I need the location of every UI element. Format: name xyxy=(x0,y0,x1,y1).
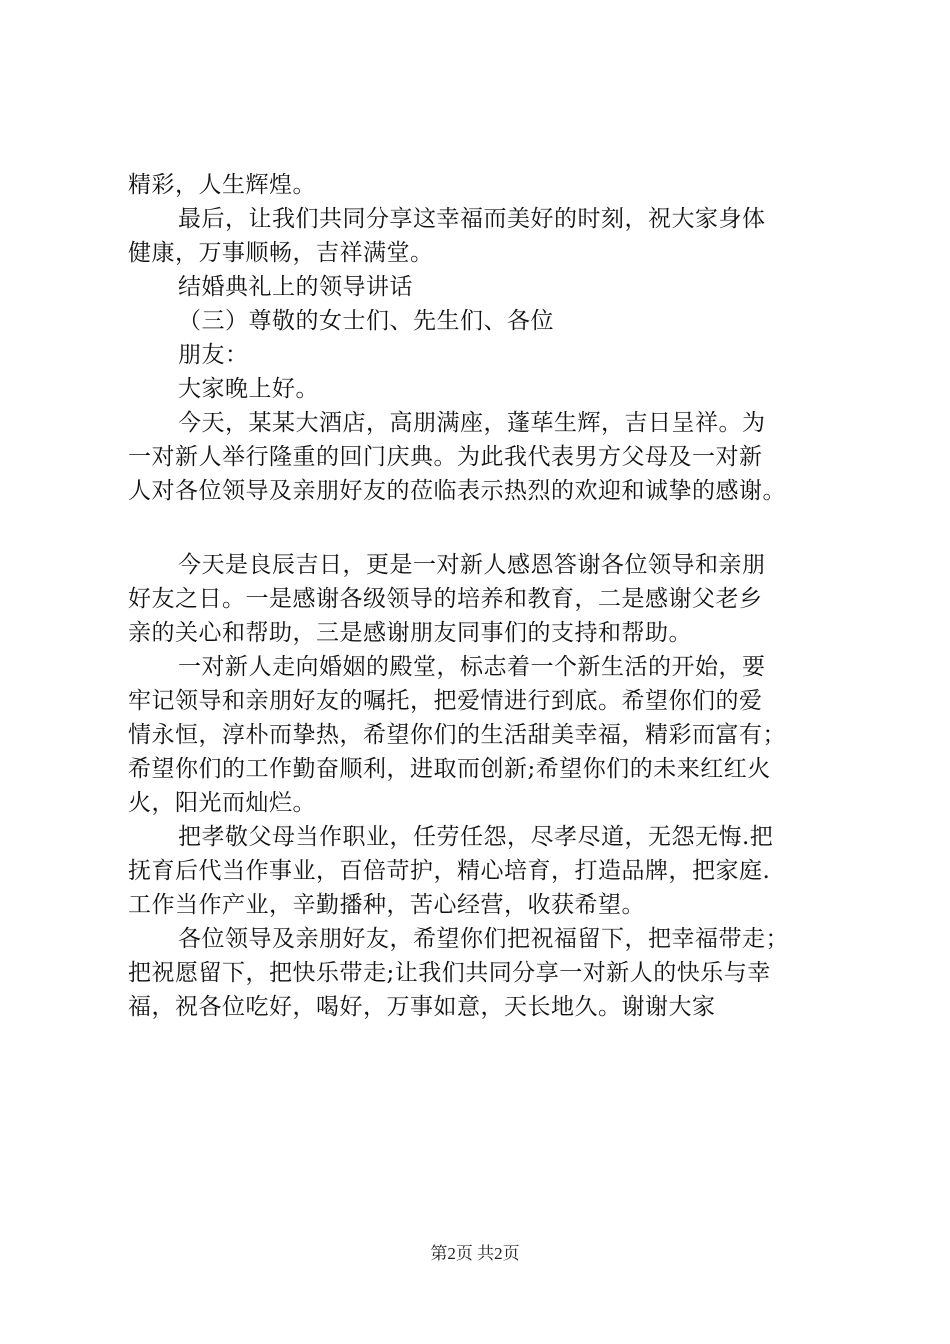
section-title: 结婚典礼上的领导讲话 xyxy=(178,274,413,300)
text-line: 人对各位领导及亲朋好友的莅临表示热烈的欢迎和诚挚的感谢。 xyxy=(128,478,786,504)
text-line: 精彩，人生辉煌。 xyxy=(128,172,316,198)
text-line: 希望你们的工作勤奋顺利，进取而创新;希望你们的未来红红火 xyxy=(128,756,771,782)
text-line: 今天是良辰吉日，更是一对新人感恩答谢各位领导和亲朋 xyxy=(178,552,766,578)
salutation: （三）尊敬的女士们、先生们、各位 xyxy=(178,308,554,334)
paragraph-gap xyxy=(128,508,858,548)
salutation: 朋友： xyxy=(178,342,249,368)
text-line: 好友之日。一是感谢各级领导的培养和教育，二是感谢父老乡 xyxy=(128,586,763,612)
text-line: 健康，万事顺畅，吉祥满堂。 xyxy=(128,240,434,266)
text-line: 抚育后代当作事业，百倍苛护，精心培育，打造品牌，把家庭. xyxy=(128,858,771,884)
text-line: 把孝敬父母当作职业，任劳任怨，尽孝尽道，无怨无悔.把 xyxy=(178,824,774,850)
text-line: 各位领导及亲朋好友，希望你们把祝福留下，把幸福带走； xyxy=(178,926,789,952)
text-line: 把祝愿留下，把快乐带走;让我们共同分享一对新人的快乐与幸 xyxy=(128,960,771,986)
text-line: 一对新人走向婚姻的殿堂，标志着一个新生活的开始，要 xyxy=(178,654,766,680)
page-number-footer: 第2页 共2页 xyxy=(430,1244,520,1263)
text-line: 亲的关心和帮助，三是感谢朋友同事们的支持和帮助。 xyxy=(128,620,692,646)
greeting: 大家晚上好。 xyxy=(178,376,319,402)
text-line: 福，祝各位吃好，喝好，万事如意，天长地久。谢谢大家 xyxy=(128,994,716,1020)
text-line: 最后，让我们共同分享这幸福而美好的时刻，祝大家身体 xyxy=(178,206,766,232)
text-line: 牢记领导和亲朋好友的嘱托，把爱情进行到底。希望你们的爱 xyxy=(128,688,763,714)
document-body xyxy=(128,168,858,1024)
text-line: 今天，某某大酒店，高朋满座，蓬荜生辉，吉日呈祥。为 xyxy=(178,410,766,436)
text-line: 火，阳光而灿烂。 xyxy=(128,790,316,816)
text-line: 情永恒，淳朴而挚热，希望你们的生活甜美幸福，精彩而富有； xyxy=(128,722,786,748)
text-line: 工作当作产业，辛勤播种，苦心经营，收获希望。 xyxy=(128,892,645,918)
text-line: 一对新人举行隆重的回门庆典。为此我代表男方父母及一对新 xyxy=(128,444,763,470)
